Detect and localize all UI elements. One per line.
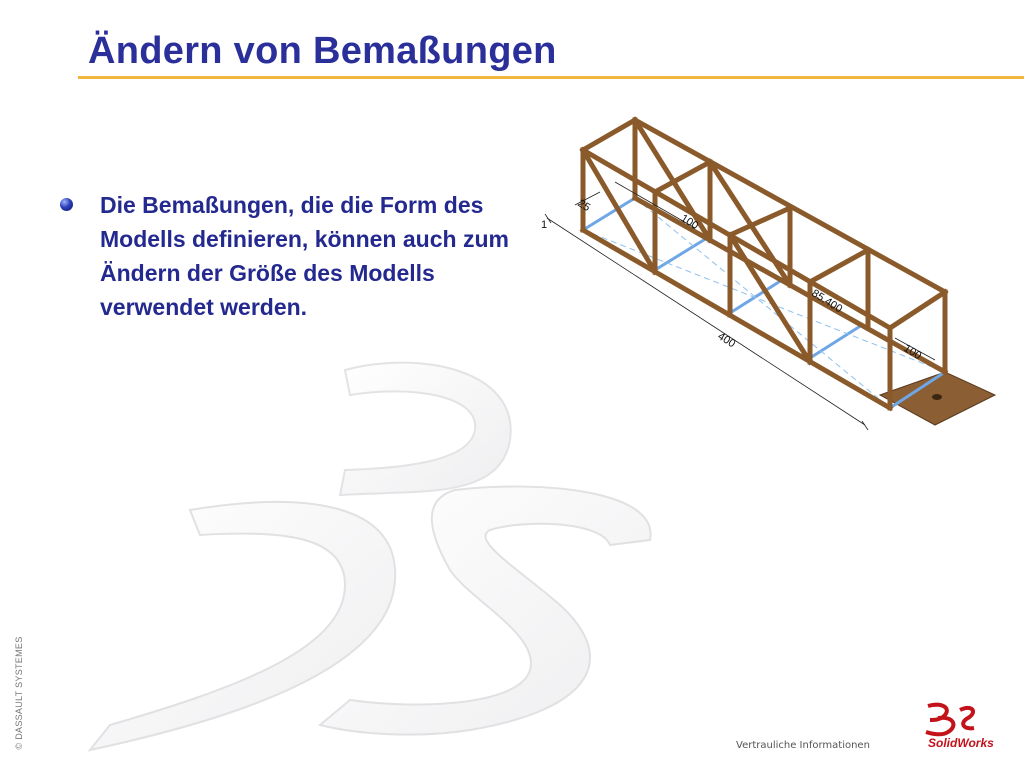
truss-frame bbox=[583, 120, 945, 408]
bullet-text: Die Bemaßungen, die die Form des Modells definieren, können auch zum Ändern der Größe des Modells verwendet werden. bbox=[100, 192, 509, 320]
ds-mark-icon bbox=[918, 702, 998, 738]
dimension-label-100-end: 100 bbox=[901, 342, 924, 363]
dimension-label-85400: 85.400 bbox=[809, 287, 845, 316]
brand-text: SolidWorks bbox=[928, 736, 994, 750]
title-underline bbox=[78, 76, 1024, 79]
truss-bridge-model bbox=[535, 110, 1005, 440]
confidential-footer: Vertrauliche Informationen bbox=[736, 740, 870, 751]
bullet-icon bbox=[60, 198, 73, 211]
dimension-label-25: 25 bbox=[575, 197, 593, 215]
dimension-label-100: 100 bbox=[678, 212, 701, 233]
dimension-label-400: 400 bbox=[715, 330, 738, 351]
page-title: Ändern von Bemaßungen bbox=[88, 30, 557, 72]
copyright-text: © DASSAULT SYSTEMES bbox=[14, 635, 24, 750]
base-plate-hole bbox=[932, 394, 942, 400]
copyright-notice bbox=[9, 630, 29, 755]
dimension-label-1: 1 bbox=[541, 219, 548, 231]
solidworks-logo bbox=[918, 702, 998, 756]
